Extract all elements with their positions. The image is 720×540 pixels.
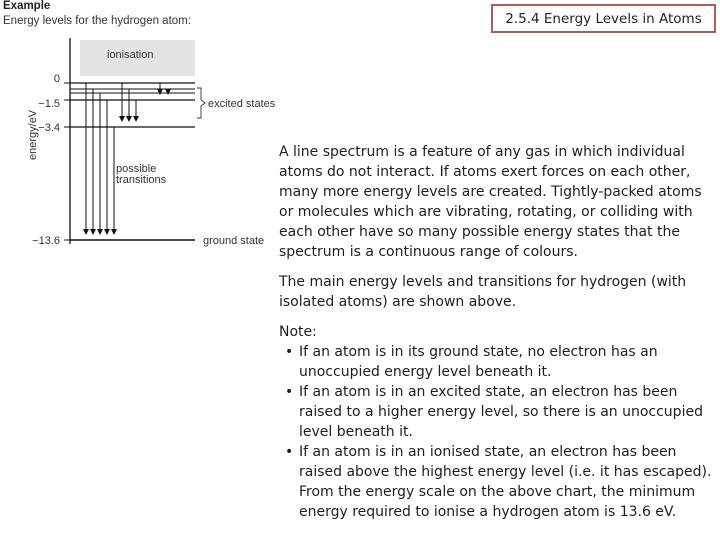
note-item-excited-state — [279, 382, 717, 442]
level-label-0: 0 — [53, 73, 60, 85]
note-item-text: If an atom is in an ionised state, an electron has been raised above the highest energy level (i.e. it has escaped). From the energy scale on the above chart, the minimum energy required to ionise a hydrogen atom is 13.6 eV. — [299, 444, 712, 520]
note-item-text: If an atom is in its ground state, no electron has an unoccupied energy level beneath it. — [299, 344, 658, 380]
ionisation-label: ionisation — [107, 49, 154, 61]
bullet-symbol: • — [285, 344, 294, 360]
note-item-text: If an atom is in an excited state, an electron has been raised to a higher energy level, so there is an unoccupied level beneath it. — [299, 384, 703, 440]
note-heading: Note: — [279, 324, 317, 340]
slide-title: 2.5.4 Energy Levels in Atoms — [491, 4, 716, 33]
note-item-ionised-state — [279, 442, 717, 522]
example-subtitle: Energy levels for the hydrogen atom: — [3, 15, 191, 27]
excited-states-label: excited states — [208, 98, 276, 110]
energy-level-diagram — [0, 0, 280, 260]
body-text — [279, 142, 717, 522]
excited-states-brace — [197, 88, 205, 118]
level-label-3-4: −3.4 — [38, 122, 60, 134]
ground-state-label: ground state — [203, 235, 265, 247]
transitions-label-line2: transitions — [116, 174, 167, 186]
paragraph-line-spectrum: A line spectrum is a feature of any gas in which individual atoms do not interact. If atoms exert forces on each other, many more energy levels are created. Tightly-packed atoms or molecules which are vibrating, rotating, or colliding with each other have so many possible energy states that the spectrum is a continuous range of colours. — [279, 144, 702, 260]
bullet-symbol: • — [285, 444, 294, 460]
paragraph-main-levels: The main energy levels and transitions for hydrogen (with isolated atoms) are shown above. — [279, 274, 687, 310]
energy-axis-label: energy/eV — [27, 109, 39, 160]
note-item-ground-state — [279, 342, 717, 382]
level-label-1-5: −1.5 — [38, 98, 60, 110]
transitions-to-ground — [86, 83, 114, 234]
note-list — [279, 342, 717, 522]
bullet-symbol: • — [285, 384, 294, 400]
transitions-label-line1: possible — [116, 163, 157, 175]
example-heading: Example — [3, 0, 51, 12]
level-label-13-6: −13.6 — [32, 235, 60, 247]
